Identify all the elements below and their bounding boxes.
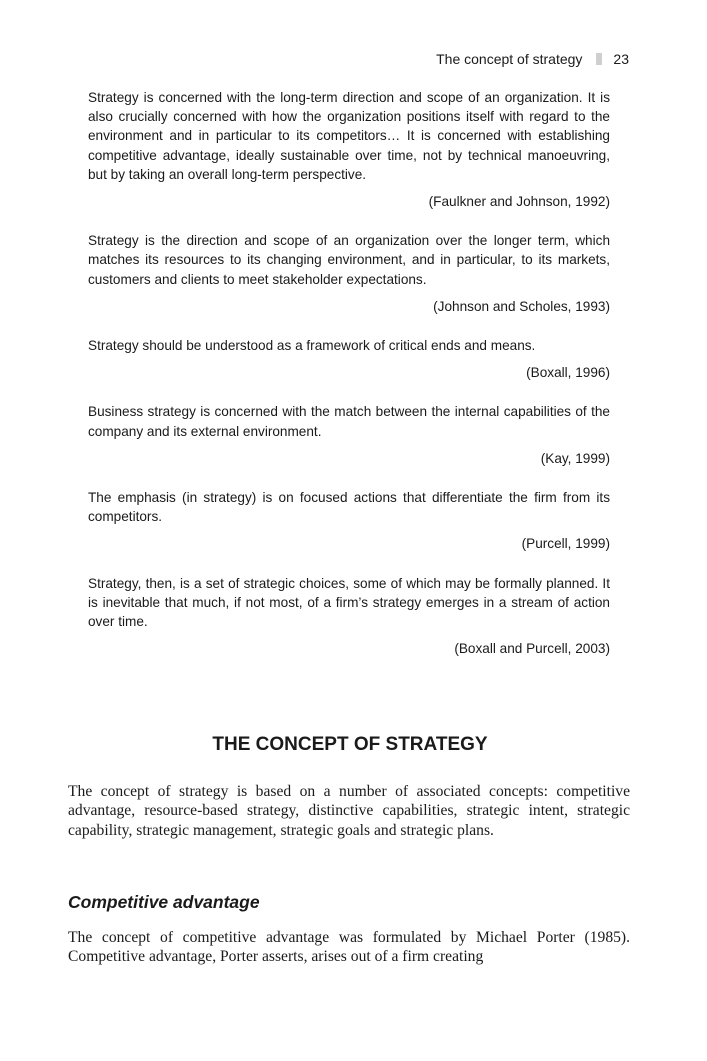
quotation-text: Strategy, then, is a set of strategic choices, some of which may be formally planned. It is inevitable that much, if not most, of a firm’s strategy emerges in a stream of action over time. bbox=[88, 575, 610, 630]
running-head-title: The concept of strategy bbox=[436, 51, 583, 67]
quotation-text: The emphasis (in strategy) is on focused actions that differentiate the firm from its competitors. bbox=[88, 490, 610, 525]
quotation bbox=[88, 336, 610, 382]
running-head-separator bbox=[596, 53, 602, 65]
quotation bbox=[88, 402, 610, 468]
quotation-citation: (Boxall and Purcell, 2003) bbox=[454, 641, 610, 657]
body-paragraph: The concept of competitive advantage was formulated by Michael Porter (1985). Competitive advantage, Porter asserts, arises out of a firm creating bbox=[68, 929, 630, 966]
quotation-citation: (Boxall, 1996) bbox=[526, 365, 610, 381]
page-number: 23 bbox=[613, 51, 629, 67]
quotation bbox=[88, 488, 610, 554]
intro-paragraph: The concept of strategy is based on a number of associated concepts: competitive advantage, resource-based strategy, distinctive capabilities, strategic intent, strategic capability, strategic management, strategic goals and strategic plans. bbox=[68, 783, 630, 839]
section-heading: THE CONCEPT OF STRATEGY bbox=[212, 734, 488, 755]
quotation-list bbox=[88, 88, 610, 658]
subsection-heading: Competitive advantage bbox=[68, 892, 260, 912]
quotation bbox=[88, 231, 610, 316]
quotation-text: Strategy should be understood as a framework of critical ends and means. bbox=[88, 338, 536, 354]
quotation-citation: (Kay, 1999) bbox=[540, 450, 610, 466]
quotation-citation: (Faulkner and Johnson, 1992) bbox=[428, 194, 610, 210]
quotation-text: Business strategy is concerned with the match between the internal capabilities of the company and its external environment. bbox=[88, 404, 610, 439]
quotation-citation: (Purcell, 1999) bbox=[521, 536, 610, 552]
quotation bbox=[88, 88, 610, 211]
quotation-text: Strategy is the direction and scope of an organization over the longer term, which matches its resources to its changing environment, and in particular, to its markets, customers and clients to meet stakeholder expectations. bbox=[88, 233, 610, 287]
quotation bbox=[88, 574, 610, 659]
quotation-text: Strategy is concerned with the long-term direction and scope of an organization. It is also crucially concerned with how the organization positions itself with regard to the environment and in particular to its competitors… It is concerned with establishing competitive advantage, ideally sustainable over time, not by technical manoeuvring, but by taking an overall long-term perspective. bbox=[88, 90, 610, 182]
quotation-citation: (Johnson and Scholes, 1993) bbox=[433, 298, 610, 314]
running-head bbox=[436, 49, 629, 69]
